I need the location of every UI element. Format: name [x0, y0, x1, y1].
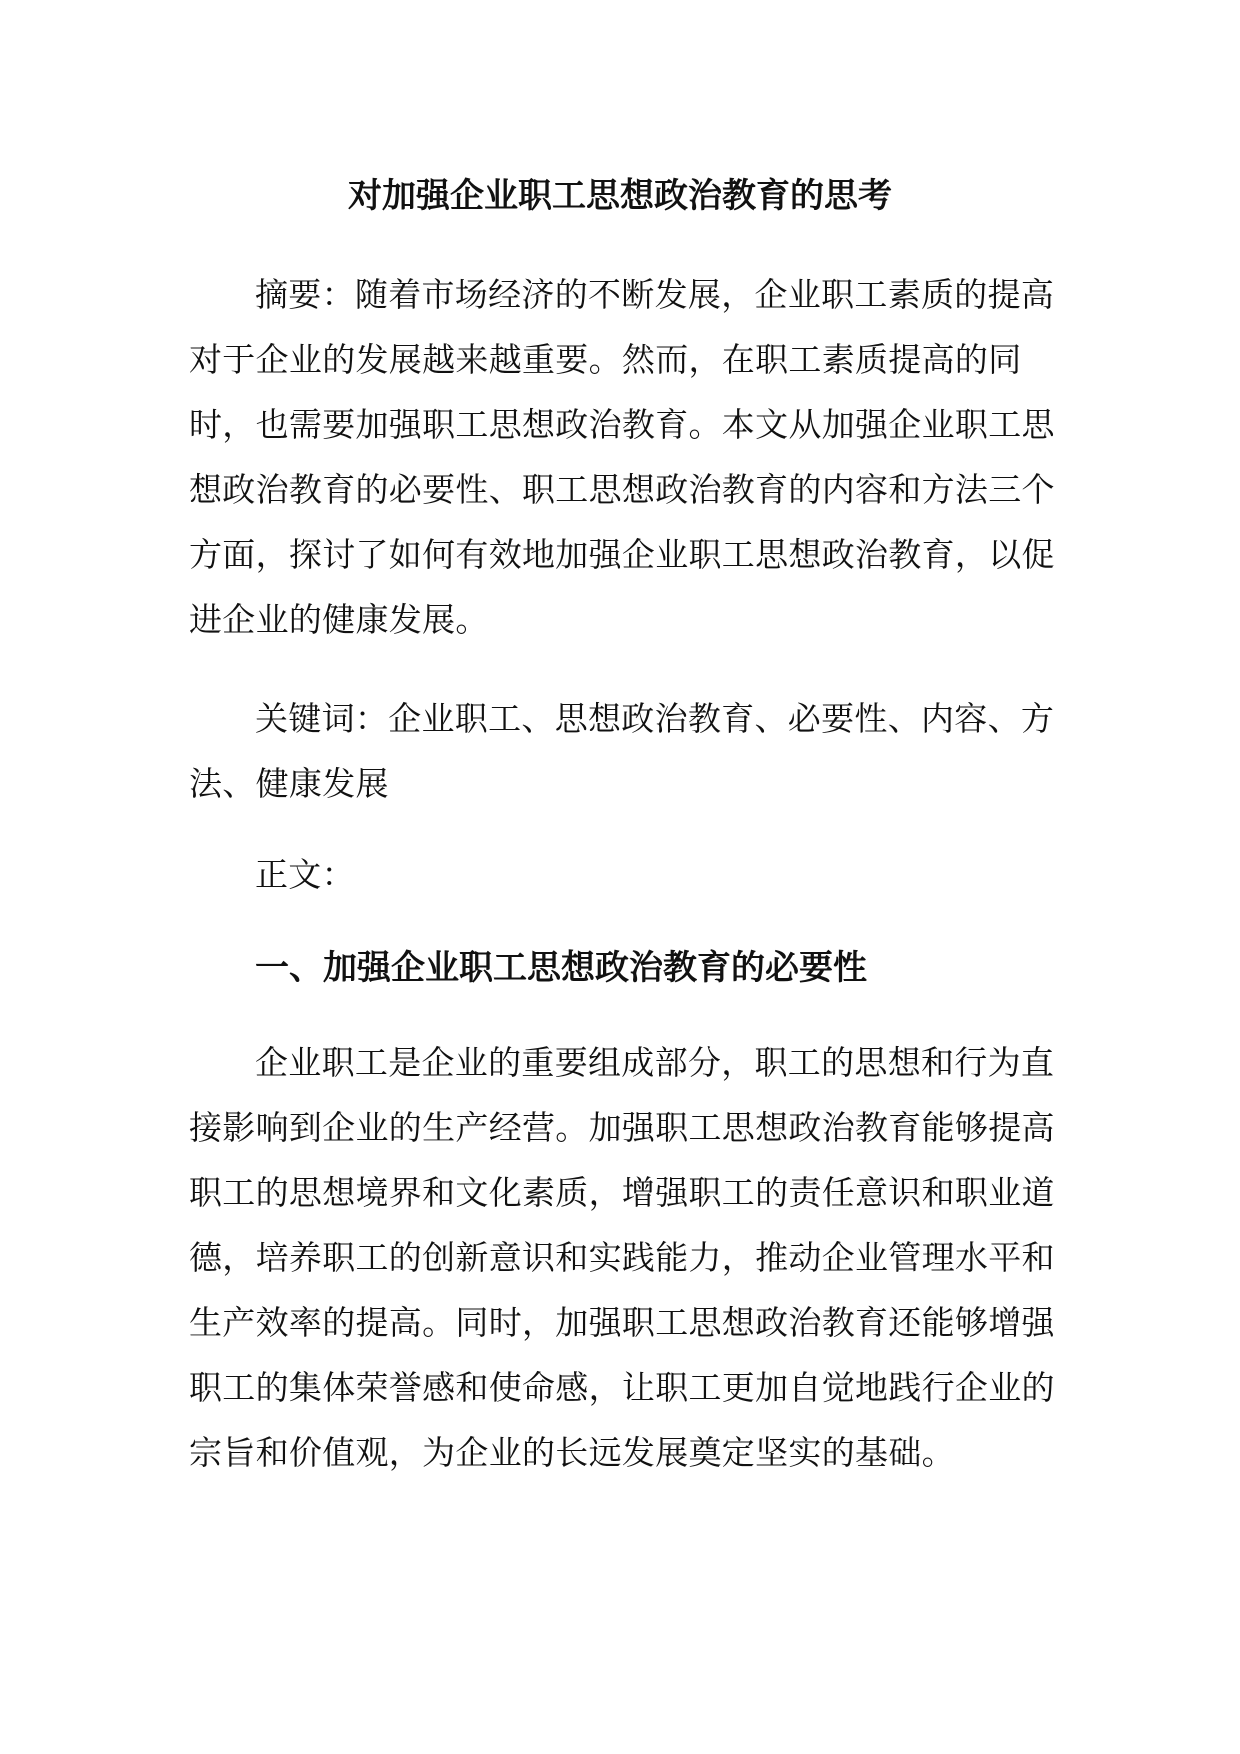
document-title: 对加强企业职工思想政治教育的思考: [348, 176, 892, 216]
body-label: 正文：: [255, 855, 355, 894]
section-heading: 一、加强企业职工思想政治教育的必要性: [255, 948, 867, 988]
section-paragraph: 企业职工是企业的重要组成部分，职工的思想和行为直接影响到企业的生产经营。加强职工思想政治教育能够提高职工的思想境界和文化素质，增强职工的责任意识和职业道德，培养职工的创新意识和实践能力，推动企业管理水平和生产效率的提高。同时，加强职工思想政治教育还能够增强职工的集体荣誉感和使命感，让职工更加自觉地践行企业的宗旨和价值观，为企业的长远发展奠定坚实的基础。: [189, 1043, 1055, 1472]
abstract-paragraph: 摘要：随着市场经济的不断发展，企业职工素质的提高对于企业的发展越来越重要。然而，在职工素质提高的同时，也需要加强职工思想政治教育。本文从加强企业职工思想政治教育的必要性、职工思想政治教育的内容和方法三个方面，探讨了如何有效地加强企业职工思想政治教育，以促进企业的健康发展。: [189, 275, 1055, 639]
keywords-paragraph: 关键词：企业职工、思想政治教育、必要性、内容、方法、健康发展: [189, 699, 1055, 803]
